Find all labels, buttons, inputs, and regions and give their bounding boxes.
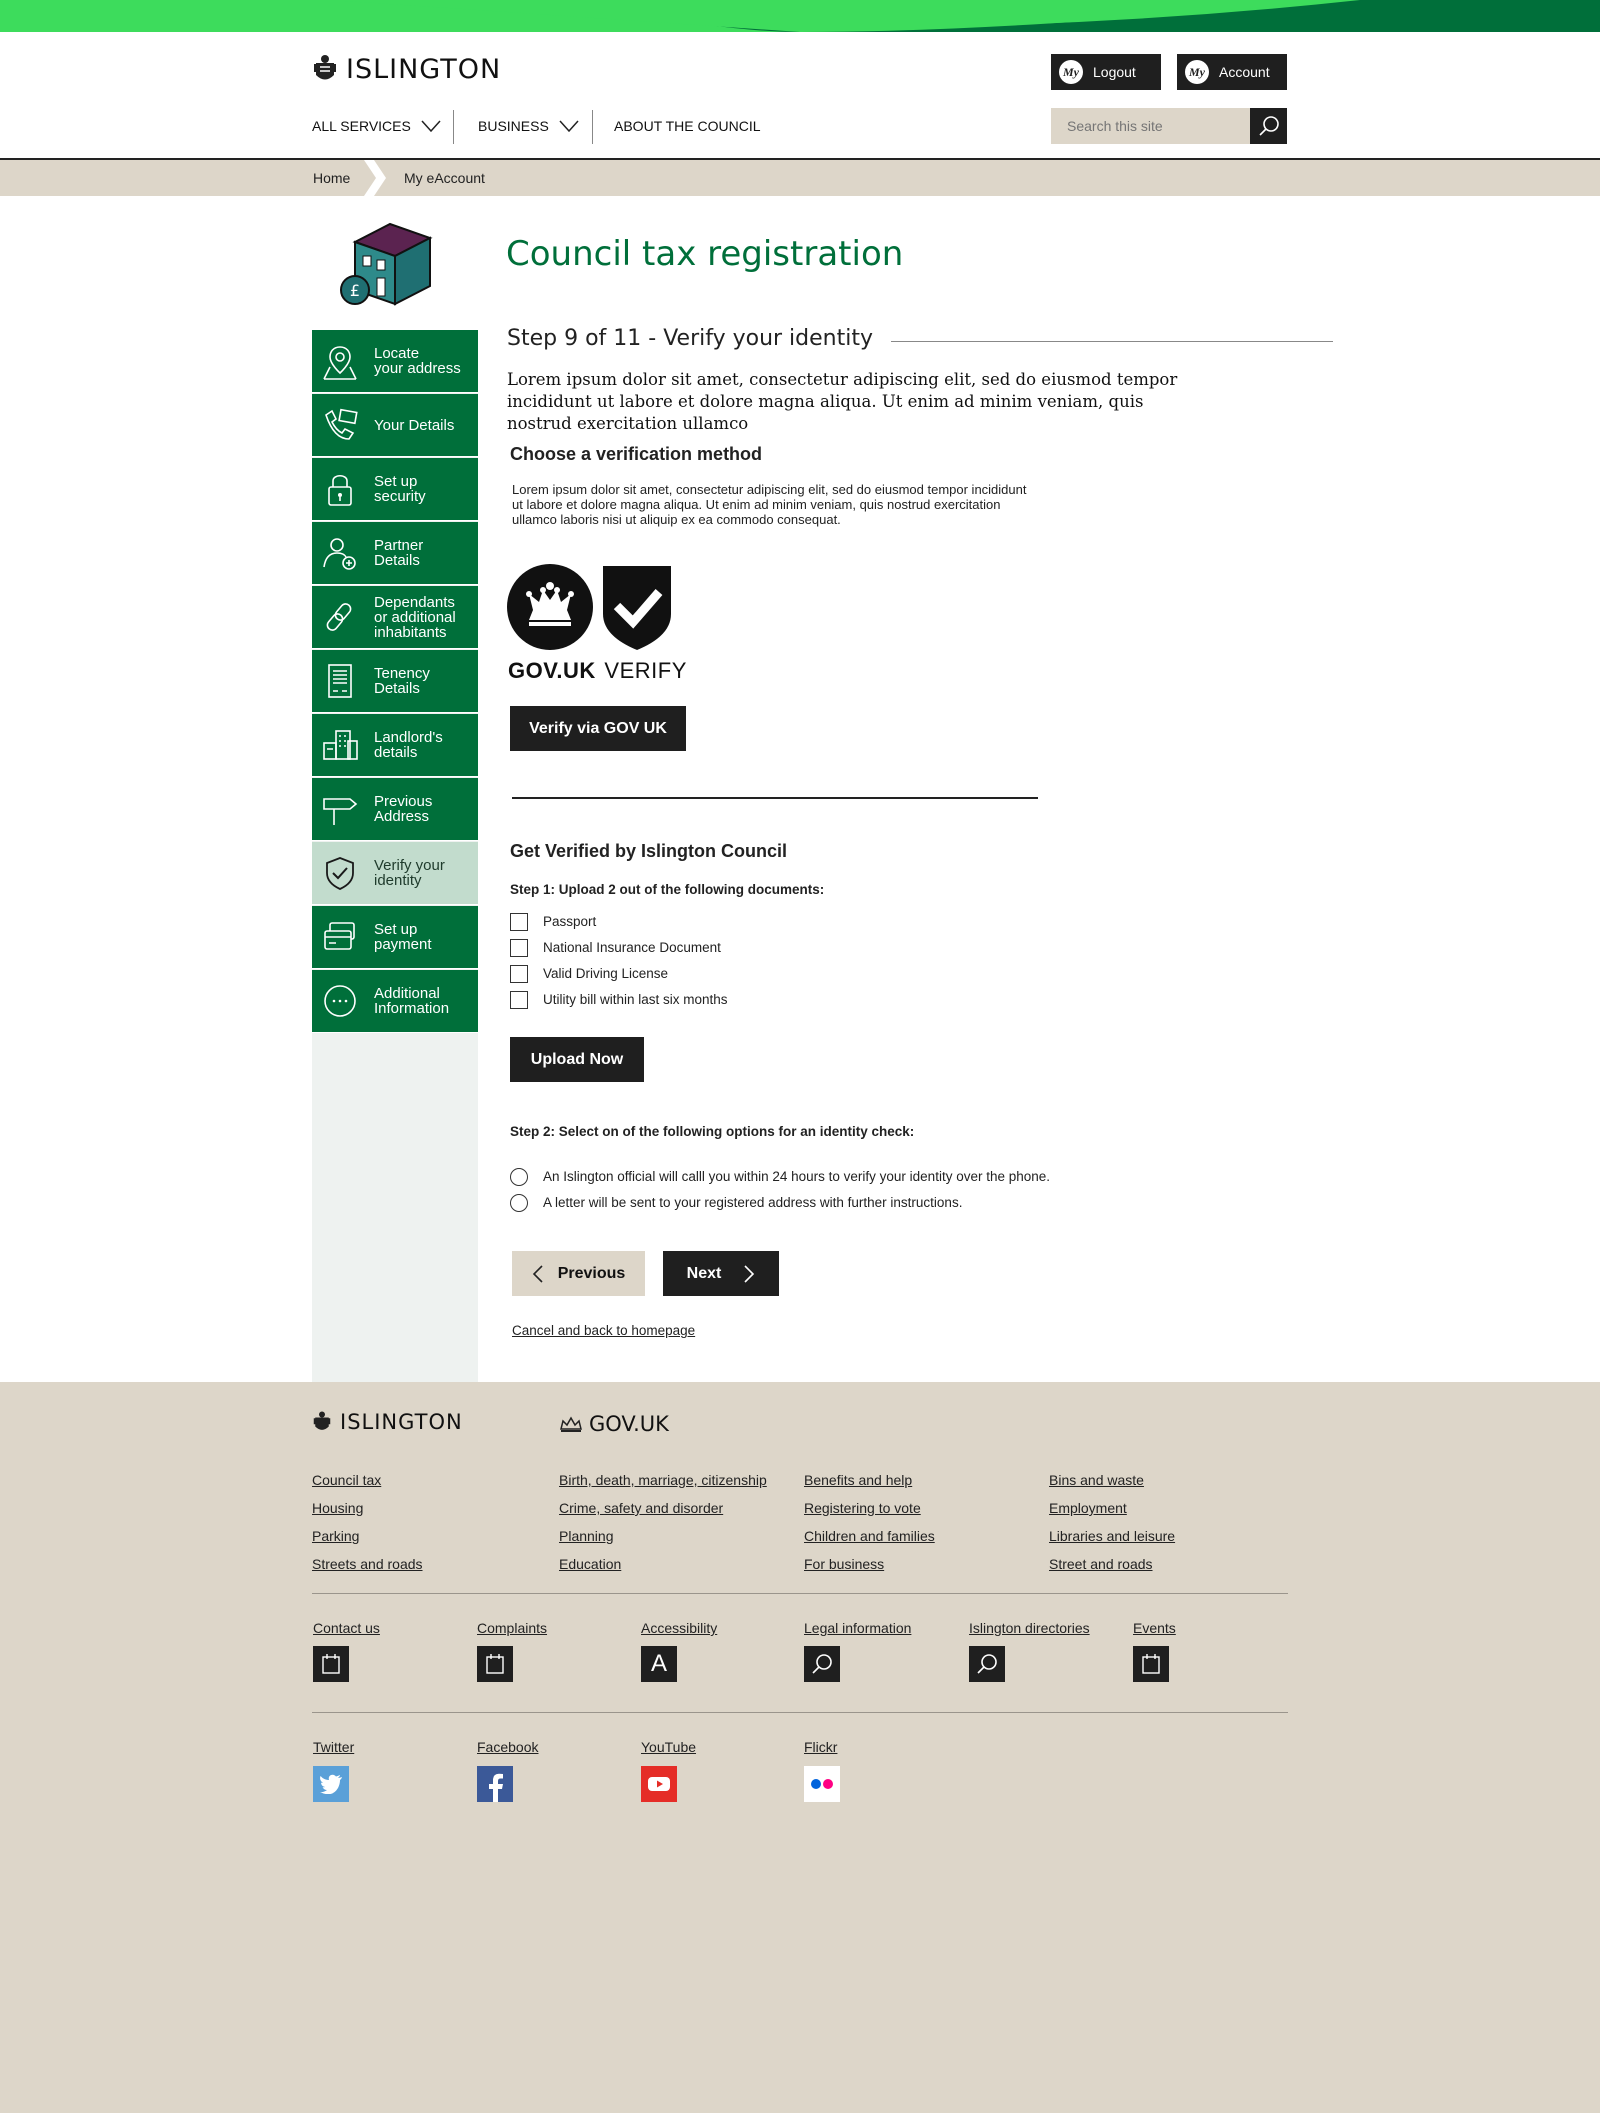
footer-link[interactable]: Parking	[312, 1528, 360, 1544]
site-header	[0, 32, 1600, 160]
calendar-icon[interactable]	[477, 1646, 513, 1682]
search-input[interactable]	[1051, 108, 1250, 144]
next-button[interactable]	[663, 1251, 779, 1296]
svg-text:£: £	[349, 281, 361, 300]
footer-complaints-link[interactable]: Complaints	[477, 1620, 548, 1636]
chevron-down-icon	[559, 120, 579, 132]
document-icon	[320, 661, 360, 701]
sidebar-step-label: Tenency Details	[374, 665, 430, 697]
twitter-icon[interactable]	[313, 1766, 349, 1802]
calendar-icon[interactable]	[1133, 1646, 1169, 1682]
step2-label: Step 2: Select on of the following options for an identity check:	[510, 1124, 915, 1139]
verify-logo-text: VERIFY	[604, 658, 687, 683]
sidebar-step-label: Dependants or additional inhabitants	[374, 593, 456, 641]
sidebar-step-label: Additional Information	[374, 985, 450, 1017]
account-label: Account	[1219, 64, 1270, 80]
sidebar-step-label: Set up payment	[374, 921, 432, 953]
footer-accessibility-link[interactable]: Accessibility	[641, 1620, 718, 1636]
govuk-logo-text: GOV.UK	[508, 658, 596, 683]
house-illustration-icon	[335, 212, 435, 308]
step-sidebar	[312, 330, 478, 1382]
sidebar-step-your-details[interactable]	[312, 394, 478, 457]
breadcrumb-separator-icon	[364, 160, 386, 196]
footer-link[interactable]: Council tax	[312, 1472, 382, 1488]
sidebar-step-label: Set up security	[374, 473, 426, 505]
top-banner	[0, 0, 1600, 32]
accessibility-icon[interactable]: A	[641, 1646, 677, 1682]
footer-link[interactable]: Housing	[312, 1500, 364, 1516]
govuk-verify-logo	[507, 564, 687, 686]
shield-check-icon	[320, 853, 360, 893]
map-pin-icon	[320, 341, 360, 381]
checkbox-label: Passport	[543, 914, 597, 929]
footer-facebook-link[interactable]: Facebook	[477, 1739, 539, 1755]
crest-icon	[312, 53, 338, 85]
footer-contact-us-link[interactable]: Contact us	[313, 1620, 380, 1636]
footer-link[interactable]: Children and families	[804, 1528, 935, 1544]
signpost-icon	[320, 789, 360, 829]
nav-label: BUSINESS	[478, 118, 549, 134]
footer-link[interactable]: Registering to vote	[804, 1500, 921, 1516]
verify-via-govuk-button[interactable]: Verify via GOV UK	[510, 706, 686, 751]
sidebar-step-security[interactable]	[312, 458, 478, 521]
search-icon	[1258, 115, 1280, 137]
chevron-left-icon	[532, 1265, 544, 1283]
footer-legal-information-link[interactable]: Legal information	[804, 1620, 912, 1636]
checkbox-passport[interactable]	[510, 913, 528, 931]
account-button[interactable]	[1177, 54, 1287, 90]
footer-logo-text: ISLINGTON	[340, 1410, 463, 1434]
islington-logo[interactable]	[312, 52, 501, 86]
crest-icon	[312, 1410, 332, 1434]
youtube-icon[interactable]	[641, 1766, 677, 1802]
flickr-icon[interactable]	[804, 1766, 840, 1802]
upload-now-button[interactable]: Upload Now	[510, 1037, 644, 1082]
nav-about-the-council[interactable]	[614, 114, 761, 138]
verify-description: Lorem ipsum dolor sit amet, consectetur adipiscing elit, sed do eiusmod tempor incididunt ut labore et dolore magna aliqua. Ut enim ad minim veniam, quis nostrud exercitation ullamco laboris nisi ut aliquip ex ea commodo consequat.	[512, 482, 1027, 527]
footer-govuk-text: GOV.UK	[589, 1412, 669, 1436]
nav-all-services[interactable]	[312, 114, 441, 138]
sidebar-step-label: Locate your address	[374, 345, 461, 377]
padlock-icon	[320, 469, 360, 509]
footer-link[interactable]: Bins and waste	[1049, 1472, 1144, 1488]
my-icon: My	[1059, 60, 1083, 84]
radio-label: A letter will be sent to your registered address with further instructions.	[543, 1195, 963, 1210]
sidebar-step-label: Previous Address	[374, 793, 433, 825]
facebook-icon[interactable]	[477, 1766, 513, 1802]
footer-youtube-link[interactable]: YouTube	[641, 1739, 697, 1755]
footer-islington-logo[interactable]	[312, 1410, 463, 1434]
checkbox-national-insurance[interactable]	[510, 939, 528, 957]
footer-divider	[312, 1593, 1288, 1594]
heading-rule	[845, 341, 1333, 342]
nav-divider	[453, 110, 454, 144]
breadcrumb	[0, 160, 1600, 196]
sidebar-step-landlords-details[interactable]	[312, 714, 478, 777]
nav-label: ALL SERVICES	[312, 118, 411, 134]
footer-link[interactable]: Employment	[1049, 1500, 1127, 1516]
checkbox-label: National Insurance Document	[543, 940, 721, 955]
link-icon	[320, 597, 360, 637]
footer-link[interactable]: Birth, death, marriage, citizenship	[559, 1472, 767, 1488]
footer-link[interactable]: Planning	[559, 1528, 614, 1544]
sidebar-step-additional-info[interactable]	[312, 970, 478, 1033]
council-verify-heading: Get Verified by Islington Council	[510, 841, 788, 861]
footer-flickr-link[interactable]: Flickr	[804, 1739, 838, 1755]
nav-label: ABOUT THE COUNCIL	[614, 118, 761, 134]
intro-text: Lorem ipsum dolor sit amet, consectetur adipiscing elit, sed do eiusmod tempor incididunt ut labore et dolore magna aliqua. Ut enim ad minim veniam, quis nostrud exercitation ullamco	[507, 370, 1178, 433]
nav-business[interactable]	[478, 114, 579, 138]
checkbox-label: Valid Driving License	[543, 966, 669, 981]
more-icon	[320, 981, 360, 1021]
footer-link[interactable]: Benefits and help	[804, 1472, 913, 1488]
sidebar-step-verify-identity[interactable]	[312, 842, 478, 905]
sidebar-step-dependants[interactable]	[312, 586, 478, 649]
footer-islington-directories-link[interactable]: Islington directories	[969, 1620, 1090, 1636]
footer-link[interactable]: Street and roads	[1049, 1556, 1153, 1572]
calendar-icon[interactable]	[313, 1646, 349, 1682]
sidebar-step-previous-address[interactable]	[312, 778, 478, 841]
radio-letter[interactable]	[510, 1194, 528, 1212]
verify-heading: Choose a verification method	[510, 444, 763, 464]
page-title: Council tax registration	[506, 234, 904, 274]
footer-link[interactable]: Crime, safety and disorder	[559, 1500, 724, 1516]
footer-twitter-link[interactable]: Twitter	[313, 1739, 355, 1755]
sidebar-step-locate-address[interactable]	[312, 330, 478, 393]
footer-link[interactable]: For business	[804, 1556, 885, 1572]
phone-card-icon	[320, 405, 360, 445]
previous-button[interactable]	[512, 1251, 645, 1296]
my-icon: My	[1185, 60, 1209, 84]
radio-phone-call[interactable]	[510, 1168, 528, 1186]
sidebar-step-tenancy-details[interactable]	[312, 650, 478, 713]
buildings-icon	[320, 725, 360, 765]
search-icon[interactable]	[969, 1646, 1005, 1682]
footer-link[interactable]: Education	[559, 1556, 622, 1572]
sidebar-step-partner-details[interactable]	[312, 522, 478, 585]
step-heading: Step 9 of 11 - Verify your identity	[507, 326, 891, 351]
add-person-icon	[320, 533, 360, 573]
checkbox-label: Utility bill within last six months	[543, 992, 728, 1007]
chevron-down-icon	[421, 120, 441, 132]
cancel-link[interactable]: Cancel and back to homepage	[512, 1323, 696, 1338]
logout-button[interactable]	[1051, 54, 1161, 90]
sidebar-step-payment[interactable]	[312, 906, 478, 969]
footer-link[interactable]: Streets and roads	[312, 1556, 423, 1572]
footer-events-link[interactable]: Events	[1133, 1620, 1176, 1636]
breadcrumb-home[interactable]: Home	[313, 170, 351, 186]
breadcrumb-current[interactable]: My eAccount	[404, 170, 485, 186]
search-icon[interactable]	[804, 1646, 840, 1682]
checkbox-utility-bill[interactable]	[510, 991, 528, 1009]
previous-label: Previous	[557, 1264, 626, 1282]
footer-govuk-logo[interactable]	[559, 1412, 669, 1436]
logout-label: Logout	[1093, 64, 1136, 80]
site-footer	[0, 1382, 1600, 2113]
sidebar-step-label: Landlord's details	[374, 729, 443, 761]
sidebar-step-label: Your Details	[374, 416, 455, 434]
search-button[interactable]	[1250, 108, 1287, 144]
nav-divider	[592, 110, 593, 144]
radio-label: An Islington official will calll you within 24 hours to verify your identity over the phone.	[543, 1169, 1051, 1184]
sidebar-step-label: Partner Details	[374, 537, 424, 569]
logo-text: ISLINGTON	[346, 53, 502, 85]
crown-icon	[559, 1415, 583, 1433]
card-icon	[320, 917, 360, 957]
checkbox-driving-license[interactable]	[510, 965, 528, 983]
footer-divider	[312, 1712, 1288, 1713]
crown-shield-icon	[507, 564, 687, 650]
sidebar-step-label: Verify your identity	[374, 857, 445, 889]
chevron-right-icon	[743, 1265, 755, 1283]
step1-label: Step 1: Upload 2 out of the following documents:	[510, 882, 825, 897]
footer-link[interactable]: Libraries and leisure	[1049, 1528, 1176, 1544]
next-label: Next	[686, 1264, 722, 1282]
section-divider	[512, 797, 1038, 799]
